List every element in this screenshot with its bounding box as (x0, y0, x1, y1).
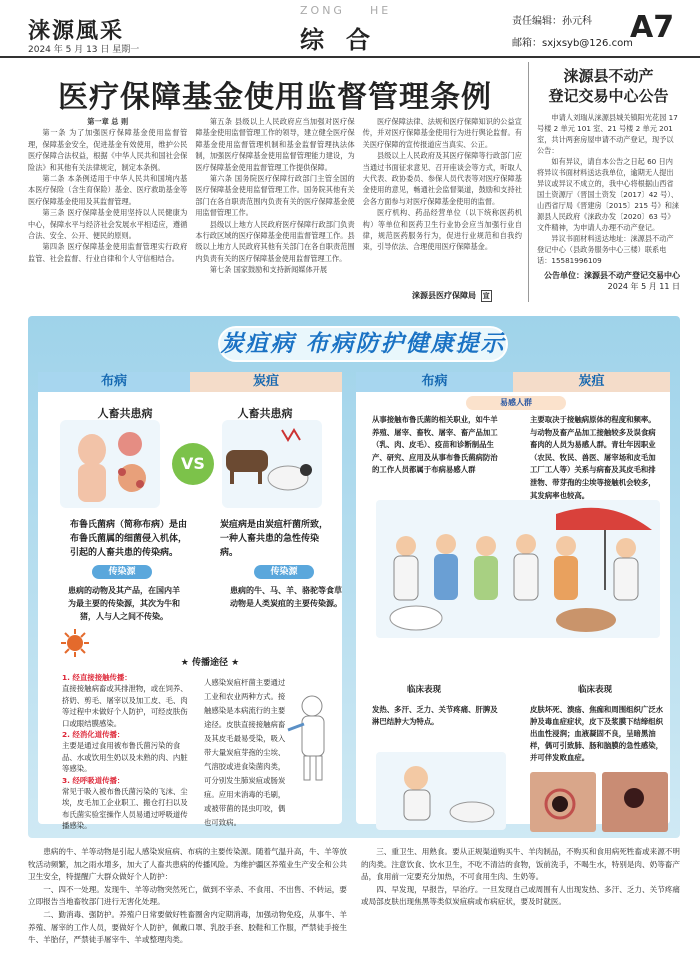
tab-anthrax: 炭疽 (190, 372, 342, 392)
regulation-article (28, 64, 522, 304)
article-paragraph: 第二条 本条例适用于中华人民共和国境内基本医疗保险（含生育保险）基金、医疗救助基金等医疗保障基金使用及其监督管理。 (28, 174, 188, 206)
section-pinyin-left: ZONG (300, 4, 345, 17)
announcement-title (537, 66, 680, 106)
lesion-photo-image (530, 772, 670, 832)
anthrax-source-text: 患病的牛、马、羊、骆驼等食草动物是人类炭疽的主要传染源。 (230, 586, 342, 608)
issue-date: 2024 年 5 月 13 日 星期一 (28, 45, 140, 55)
brucella-routes (62, 672, 192, 832)
versus-badge: VS (172, 443, 214, 485)
announcement-body (537, 112, 680, 266)
page-number: A7 (630, 10, 675, 45)
article-column-2 (195, 116, 354, 276)
article-headline: 医疗保障基金使用监督管理条例 (58, 80, 492, 115)
anthrax-source-pill: 传染源 (254, 565, 314, 579)
article-paragraph: 第一条 为了加强医疗保障基金使用监督管理，保障基金安全，促进基金有效使用，维护公民医疗保障合法权益，根据《中华人民共和国社会保险法》和其他有关法律规定，制定本条例。 (28, 128, 188, 172)
patient-illustration (376, 752, 506, 834)
article-column-1 (28, 116, 187, 276)
route-item (62, 729, 192, 775)
poster-banner (218, 326, 508, 362)
route-item (62, 672, 192, 729)
anthrax-clinical-text: 皮肤坏死、溃疡、焦痂和周围组织广泛水肿及毒血症症状，皮下及浆膜下结缔组织出血性浸润；血液凝固不良，呈暗黑油样，偶可引致肺、肠和脑膜的急性感染，并可伴发败血症。 (530, 705, 664, 762)
article-paragraph: 第五条 县级以上人民政府应当加强对医疗保障基金使用监督管理工作的领导，建立健全医疗保障基金使用监督管理机制和基金监督管理执法体制，加强医疗保障基金使用监督管理能力建设，为医疗保障基金使用监督管理工作提供保障。 (195, 117, 355, 172)
cleaner-illustration (284, 690, 334, 794)
anthrax-susceptible-text: 主要取决于接触病原体的程度和频率。与动物及畜产品加工接触较多及误食病畜肉的人员为易感人群。青壮年因职业（农民、牧民、兽医、屠宰场和皮毛加工厂工人等）关系与病畜及其皮毛和排泄物、带芽孢的尘埃等接触机会较多，其发病率也较高。 (530, 415, 656, 500)
route-heading: 1. 经直接接触传播： (62, 673, 132, 682)
human-anatomy-image (60, 420, 160, 508)
brucella-clinical-title: 临床表现 (406, 685, 441, 695)
bacteria-graphic (60, 628, 90, 658)
anthrax-route-text: 人感染炭疽杆菌主要通过工业和农业两种方式。接触感染是本病流行的主要途径。皮肤直接接触病畜及其皮毛最易受染，吸入带大量炭疽芽孢的尘埃、气溶胶或进食染菌肉类，可分别发生肺炭疽或肠炭疽。应用未消毒的毛刷，或被带菌的昆虫叮咬，偶也可致病。 (204, 678, 286, 827)
editor-email: 邮箱：sxjxsyb@126.com (512, 38, 633, 49)
anthrax-illus-title: 人畜共患病 (237, 407, 293, 420)
anthrax-illustration (222, 420, 322, 508)
article-paragraph: 医疗保障法律、法规和医疗保障知识的公益宣传，并对医疗保障基金使用行为进行舆论监督。有关医疗保障的宣传报道应当真实、公正。 (362, 117, 522, 149)
advisory-paragraph: 患病的牛、羊等动物是引起人感染炭疽病、布病的主要传染源。随着气温升高，牛、羊等放牧活动频繁，加之雨水增多，加大了人畜共患病的传播风险。为维护疆区养殖业生产安全和公共卫生安全，特提醒广大群众做好个人防护： (28, 847, 347, 882)
susceptible-heading: 易感人群 (466, 396, 566, 410)
article-paragraph: 第三条 医疗保障基金使用坚持以人民健康为中心，保障水平与经济社会发展水平相适应，遵循合法、安全、公开、便民的原则。 (28, 208, 188, 241)
article-paragraph: 县级以上人民政府及其医疗保障等行政部门应当通过书面征求意见、召开座谈会等方式，听取人大代表、政协委员、参保人员代表等对医疗保障基金使用的意见，畅通社会监督渠道，鼓励和支持社会各方面参与对医疗保障基金使用的监督。 (362, 151, 522, 206)
newspaper-logo: 涞源風采 (28, 18, 125, 44)
source-mark: 宣 (482, 292, 490, 300)
announcement-date: 2024 年 5 月 11 日 (607, 282, 680, 291)
susceptible-people-image (376, 500, 660, 638)
brucella-susceptible-text: 从事接触布鲁氏菌的相关职业，如牛羊养殖、屠宰、畜牧、屠宰、畜产品加工（乳、肉、皮毛）、疫苗和诊断制品生产、研究、应用及从事布鲁氏菌病防治的工作人员都属于布病易感人群 (372, 415, 498, 475)
section-title: 综合 (300, 25, 392, 54)
tab-anthrax-right: 炭疽 (513, 372, 670, 392)
route-text: 常见于吸入被布鲁氏菌污染的飞沫、尘埃，皮毛加工企业职工、搬仓打扫以及布氏菌实验室操作人员易通过呼吸道传播感染。 (62, 787, 188, 831)
route-text: 主要是通过食用被布鲁氏菌污染的食品、水或饮用生奶以及未熟的肉、内脏等感染。 (62, 741, 188, 774)
section-pinyin-right: HE (370, 4, 392, 17)
article-paragraph: 县级以上地方人民政府医疗保障行政部门负责本行政区域的医疗保障基金使用监督管理工作。县级以上地方人民政府其他有关部门在各自职责范围内负责有关的医疗保障基金使用监督管理工作。 (195, 219, 355, 263)
chapter-heading: 第一章 总 则 (87, 117, 129, 126)
tab-brucellosis-right: 布病 (356, 372, 513, 392)
article-column-3 (363, 116, 522, 276)
advisory-column-1 (28, 846, 347, 972)
masthead (0, 0, 700, 58)
advisory-paragraph: 三、重卫生、用熟食。要从正规渠道购买牛、羊肉制品，不购买和食用病死牲畜或来源不明的肉类。注意饮食、饮水卫生，不吃不清洁的食物，饭前洗手，不喝生水，特别是肉、奶等畜产品，食用前一定要充分加热，不可食用生肉、生奶等。 (361, 847, 680, 882)
route-text: 直接接触病畜或其排泄物，或在饲养、挤奶、剪毛、屠宰以及加工皮、毛、肉等过程中未做好个人防护，可经皮肤伤口或眼结膜感染。 (62, 684, 188, 728)
brucella-clinical-text: 发热、多汗、乏力、关节疼痛、肝脾及淋巴结肿大为特点。 (372, 705, 498, 726)
brucella-source-pill: 传染源 (92, 565, 152, 579)
property-announcement (528, 62, 680, 302)
advisory-paragraph: 二、勤消毒、强防护。养殖户日常要做好牲畜圈舍内定期消毒，加强动物免疫，从事牛、羊养殖、屠宰的工作人员，要做好个人防护，佩戴口罩、乳胶手套、胶鞋和工作服，严禁徒手接生牛、羊胎仔，严禁徒手屠宰牛、羊或整理肉类。 (28, 909, 347, 945)
livestock-image (222, 420, 322, 508)
advisory-column-2 (361, 846, 680, 972)
route-item (62, 775, 192, 832)
fever-patient-image (376, 752, 506, 830)
poster-title: 炭疽病 布病防护健康提示 (220, 331, 506, 357)
advisory-paragraph: 一、四不一处理。发现牛、羊等动物突然死亡，做到不宰杀、不食用、不出售、不转运，要立即报告当地畜牧部门进行无害化处理。 (28, 884, 347, 907)
right-tabs (356, 372, 670, 392)
skin-lesion-photos (530, 772, 670, 836)
article-paragraph: 第四条 医疗保障基金使用监督管理实行政府监管、社会监督、行业自律和个人守信相结合。 (28, 242, 188, 263)
anthrax-definition: 炭疽病是由炭疽杆菌所致，一种人畜共患的急性传染病。 (220, 520, 329, 558)
article-paragraph: 第七条 国家鼓励和支持新闻媒体开展 (209, 265, 328, 275)
transmission-heading: ★ 传播途径 ★ (180, 658, 240, 668)
virus-icon (60, 628, 90, 662)
tab-brucellosis: 布病 (38, 372, 190, 392)
left-tabs (38, 372, 342, 392)
announcement-signature: 公告单位：涞源县不动产登记交易中心 (544, 271, 680, 280)
announcement-title-line-1: 涞源县不动产 (563, 67, 654, 85)
announcement-title-line-2: 登记交易中心公告 (548, 87, 669, 105)
source-name: 涞源县医疗保障局 (412, 291, 476, 300)
article-source (412, 290, 492, 302)
announcement-paragraph: 异议书面材料送达地址：涞源县不动产登记中心（县政务服务中心三楼）联系电话：15581996109 (537, 234, 674, 265)
article-paragraph: 第六条 国务院医疗保障行政部门主管全国的医疗保障基金使用监督管理工作。国务院其他有关部门在各自职责范围内负责有关的医疗保障基金使用监督管理工作。 (195, 174, 355, 218)
advisory-paragraph: 四、早发现，早报告，早治疗。一旦发现自己或周围有人出现发热、多汗、乏力、关节疼痛或局部皮肤出现焦黑等类似炭疽病或布病症状，要及时就医。 (361, 884, 680, 907)
brucella-illus-title: 人畜共患病 (97, 407, 153, 420)
announcement-paragraph: 如有异议，请自本公告之日起 60 日内将异议书面材料送达我单位，逾期无人提出异议或异议不成立的，我中心将根据山西省国土资源厅（晋国土资发〔2017〕42 号）、山西省厅局《晋建房〔2015〕215 号》和涞源县人民政府《涞政办发〔2020〕63 号》文件精神，为申请人办理不动产登记。 (537, 157, 680, 232)
brucella-definition: 布鲁氏菌病（简称布病）是由布鲁氏菌属的细菌侵入机体，引起的人畜共患的传染病。 (70, 520, 188, 558)
protective-suit-image (284, 690, 334, 790)
announcement-paragraph: 申请人刘瑞从涞源县城关镇阳光花园 17 号楼 2 单元 101 室、21 号楼 2 单元 201 室，共计两套房屋申请不动产登记，现予以公告： (537, 113, 678, 155)
article-paragraph: 医疗机构、药品经营单位（以下统称医药机构）等单位和医药卫生行业协会应当加强行业自律，规范医药服务行为，促进行业规范和自我约束，引导依法、合理使用医疗保障基金。 (362, 208, 522, 252)
advisory-text (28, 846, 680, 972)
route-heading: 2. 经消化道传播： (62, 730, 125, 740)
route-heading: 3. 经呼吸道传播： (62, 775, 125, 785)
brucella-source-text: 患病的动物及其产品，在国内羊为最主要的传染源，其次为牛和猪，人与人之间不传染。 (68, 586, 180, 621)
workers-illustration (376, 500, 660, 642)
anthrax-clinical-title: 临床表现 (577, 685, 612, 695)
brucella-illustration (60, 420, 160, 508)
editor-credit: 责任编辑：孙元科 (512, 16, 592, 27)
